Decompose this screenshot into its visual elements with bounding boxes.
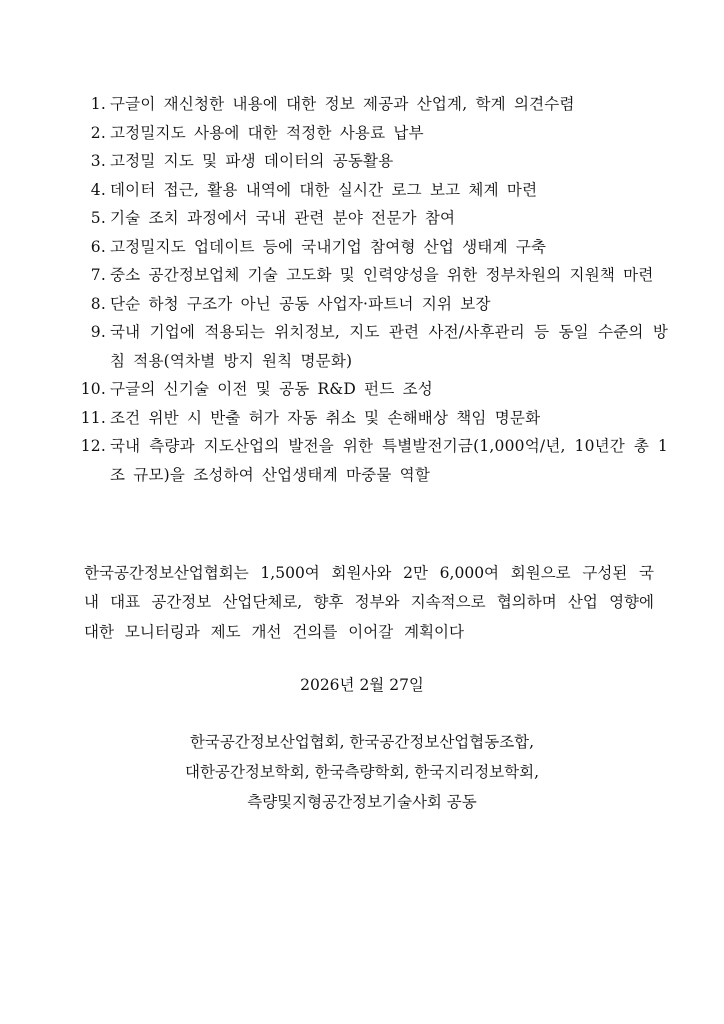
list-item-number: 11. <box>80 408 106 427</box>
signer-line: 한국공간정보산업협회, 한국공간정보산업협동조합, <box>189 733 535 751</box>
list-item <box>78 432 668 489</box>
signer-line: 측량및지형공간정보기술사회 공동 <box>247 793 477 811</box>
list-item <box>78 318 668 375</box>
list-item-text: 국내 기업에 적용되는 위치정보, 지도 관련 사전/사후관리 등 동일 수준의 방침 적용(역차별 방지 원칙 명문화) <box>110 323 668 370</box>
document-date: 2026년 2월 27일 <box>300 676 424 694</box>
list-item-number: 1. <box>90 95 106 113</box>
list-item-text: 고정밀지도 업데이트 등에 국내기업 참여형 산업 생태계 구축 <box>110 237 547 256</box>
list-item-text: 조건 위반 시 반출 허가 자동 취소 및 손해배상 책임 명문화 <box>110 408 541 427</box>
list-item-text: 구글의 신기술 이전 및 공동 R&D 펀드 조성 <box>110 380 433 398</box>
list-item-number: 3. <box>90 152 106 170</box>
list-item-number: 8. <box>90 294 106 313</box>
list-item <box>78 119 668 148</box>
signers-block <box>0 727 724 817</box>
list-item <box>78 233 668 262</box>
list-item <box>78 90 668 119</box>
list-item-text: 구글이 재신청한 내용에 대한 정보 제공과 산업계, 학계 의견수렴 <box>110 95 575 113</box>
list-item <box>78 404 668 433</box>
list-item <box>78 375 668 404</box>
list-item-text: 국내 측량과 지도산업의 발전을 위한 특별발전기금(1,000억/년, 10년간 총 1조 규모)을 조성하여 산업생태계 마중물 역할 <box>110 437 668 484</box>
request-list <box>78 90 668 489</box>
list-item-number: 2. <box>90 123 106 142</box>
list-item-text: 데이터 접근, 활용 내역에 대한 실시간 로그 보고 체계 마련 <box>110 180 538 199</box>
list-item-number: 4. <box>90 180 106 199</box>
list-item-number: 7. <box>90 266 106 284</box>
association-paragraph: 한국공간정보산업협회는 1,500여 회원사와 2만 6,000여 회원으로 구성된 국내 대표 공간정보 산업단체로, 향후 정부와 지속적으로 협의하며 산업 영향에 대한 모니터링과 제도 개선 건의를 이어갈 계획이다 <box>84 563 654 641</box>
list-item <box>78 204 668 233</box>
list-item-number: 12. <box>80 437 106 455</box>
list-item-number: 10. <box>80 380 106 398</box>
list-item <box>78 290 668 319</box>
list-item-text: 단순 하청 구조가 아닌 공동 사업자·파트너 지위 보장 <box>110 294 491 313</box>
list-item-number: 6. <box>90 237 106 256</box>
list-item <box>78 147 668 176</box>
list-item-text: 고정밀 지도 및 파생 데이터의 공동활용 <box>110 152 394 170</box>
list-item <box>78 176 668 205</box>
list-item-text: 기술 조치 과정에서 국내 관련 분야 전문가 참여 <box>110 209 456 227</box>
list-item-number: 9. <box>90 323 106 341</box>
list-item-text: 중소 공간정보업체 기술 고도화 및 인력양성을 위한 정부차원의 지원책 마련 <box>110 266 654 284</box>
signer-line: 대한공간정보학회, 한국측량학회, 한국지리정보학회, <box>184 763 540 781</box>
list-item-text: 고정밀지도 사용에 대한 적정한 사용료 납부 <box>110 123 424 142</box>
list-item <box>78 261 668 290</box>
list-item-number: 5. <box>90 209 106 227</box>
